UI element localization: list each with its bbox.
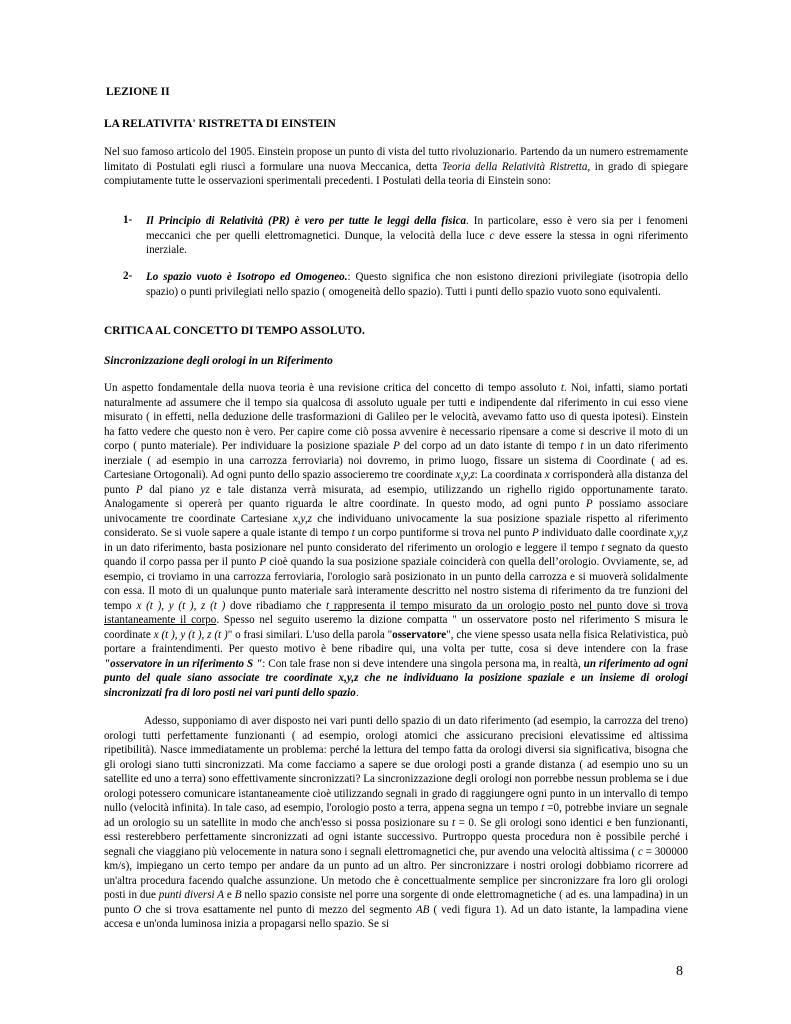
body-paragraph-2: Adesso, supponiamo di aver disposto nei vari punti dello spazio di un dato riferimento (ad esempio, la carrozza del treno) orologi tutti perfettamente funzionanti ( ad esempio, orologi atomici che assicurano precisioni elevatissime ed altissima ripetibilità). Nasce immediatamente un problema: perché la lettura del tempo fatta da orologi diversi sia significativa, bisogna che gli orologi siano tutti sincronizzati. Ma come facciamo a sapere se due orologi posti a grande distanza ( ad esempio uno su un satellite ed uno a terra) sono effettivamente sincronizzati? La sincronizzazione degli orologi non porrebbe nessun problema se i due orologi potessero comunicare istantaneamente cioè utilizzando segnali in grado di raggiungere ogni punto in un intervallo di tempo nullo (velocità infinita). In tale caso, ad esempio, l'orologio posto a terra, appena segna un tempo t =0, potrebbe inviare un segnale ad un orologio su un satellite in modo che anch'esso si possa posizionare su t = 0. Se gli orologi sono identici e ben funzionanti, essi resterebbero perfettamente sincronizzati ad ogni istante successivo. Purtroppo questa procedura non è possibile perché i segnali che viaggiano più velocemente in natura sono i segnali elettromagnetici che, pur avendo una velocità altissima ( c = 300000 km/s), impiegano un certo tempo per andare da un punto ad un altro. Per sincronizzare i nostri orologi dobbiamo ricorrere ad un'altra procedura facendo qualche assunzione. Un metodo che è concettualmente semplice per sincronizzare fra loro gli orologi posti in due punti diversi A e B nello spazio consiste nel porre una sorgente di onde elettromagnetiche ( ad es. una lampadina) in un punto O che si trova esattamente nel punto di mezzo del segmento AB ( vedi figura 1). Ad un dato istante, la lampadina viene accesa e un'onda luminosa inizia a propagarsi nello spazio. Se si: [104, 715, 689, 930]
intro-paragraph: Nel suo famoso articolo del 1905. Einstein propose un punto di vista del tutto rivoluzionario. Partendo da un numero estremamente limitato di Postulati egli riuscì a formulare una nuova Meccanica, detta Teoria della Relatività Ristretta, in grado di spiegare compiutamente tutte le osservazioni sperimentali precedenti. I Postulati della teoria di Einstein sono:: [104, 146, 689, 187]
page-number: 8: [676, 964, 683, 979]
lesson-heading: LEZIONE II: [106, 86, 170, 98]
section-heading: CRITICA AL CONCETTO DI TEMPO ASSOLUTO.: [104, 325, 365, 337]
postulate-2: Lo spazio vuoto è Isotropo ed Omogeneo.: Questo significa che non esistono direzioni privilegiate (isotropia dello spazio) o punti privilegiati nello spazio ( omogeneità dello spazio). Tutti i punti dello spazio vuoto sono equivalenti.: [146, 271, 689, 298]
chapter-title: LA RELATIVITA' RISTRETTA DI EINSTEIN: [104, 118, 336, 130]
postulate-1-number: 1-: [123, 214, 133, 226]
postulate-2-number: 2-: [123, 270, 133, 282]
postulate-1: Il Principio di Relatività (PR) è vero per tutte le leggi della fisica. In particolare, esso è vero sia per i fenomeni meccanici che per quelli elettromagnetici. Dunque, la velocità della luce c deve essere la stessa in ogni riferimento inerziale.: [146, 215, 689, 256]
subsection-heading: Sincronizzazione degli orologi in un Riferimento: [104, 355, 333, 367]
body-paragraph-1: Un aspetto fondamentale della nuova teoria è una revisione critica del concetto di tempo assoluto t. Noi, infatti, siamo portati naturalmente ad assumere che il tempo sia qualcosa di assoluto uguale per tutti e indipendente dal riferimento in cui esso viene misurato ( in effetti, nella deduzione delle trasformazioni di Galileo per le velocità, avevamo fatto uso di questa ipotesi). Einstein ha fatto vedere che questo non è vero. Per capire come ciò possa avvenire è necessario ripensare a come si descrive il moto di un corpo ( punto materiale). Per individuare la posizione spaziale P del corpo ad un dato istante di tempo t in un dato riferimento inerziale ( ad esempio in una carrozza ferroviaria) noi dovremo, in primo luogo, fissare un sistema di Coordinate ( ad es. Cartesiane Ortogonali). Ad ogni punto dello spazio associeremo tre coordinate x,y,z: La coordinata x corrisponderà alla distanza del punto P dal piano yz e tale distanza verrà misurata, ad esempio, utilizzando un righello rigido opportunamente tarato. Analogamente si opererà per quanto riguarda le altre coordinate. In questo modo, ad ogni punto P possiamo associare univocamente tre coordinate Cartesiane x,y,z che individuano univocamente la sua posizione spaziale rispetto al riferimento considerato. Se si vuole sapere a quale istante di tempo t un corpo puntiforme si trova nel punto P individuato dalle coordinate x,y,z in un dato riferimento, basta posizionare nel punto considerato del riferimento un orologio e leggere il tempo t segnato da questo quando il corpo passa per il punto P cioè quando la sua posizione spaziale coinciderà con quella dell’orologio. Ovviamente, se, ad esempio, ci troviamo in una carrozza ferroviaria, l'orologio sarà posizionato in un punto della carrozza e si muoverà solidalmente con essa. Il moto di un qualunque punto materiale sarà interamente descritto nel nostro sistema di riferimento da tre funzioni del tempo x (t ), y (t ), z (t ) dove ribadiamo che t rappresenta il tempo misurato da un orologio posto nel punto dove si trova istantaneamente il corpo. Spesso nel seguito useremo la dizione compatta " un osservatore posto nel riferimento S misura le coordinate x (t ), y (t ), z (t )" o frasi similari. L'uso della parola "osservatore", che viene spesso usata nella fisica Relativistica, può portare a fraintendimenti. Per questo motivo è bene ribadire qui, una volta per tutte, cosa si deve intendere con la frase "osservatore in un riferimento S ": Con tale frase non si deve intendere una singola persona ma, in realtà, un riferimento ad ogni punto del quale siano associate tre coordinate x,y,z che ne individuano la posizione spaziale e un insieme di orologi sincronizzati fra di loro posti nei vari punti dello spazio.: [104, 382, 689, 699]
